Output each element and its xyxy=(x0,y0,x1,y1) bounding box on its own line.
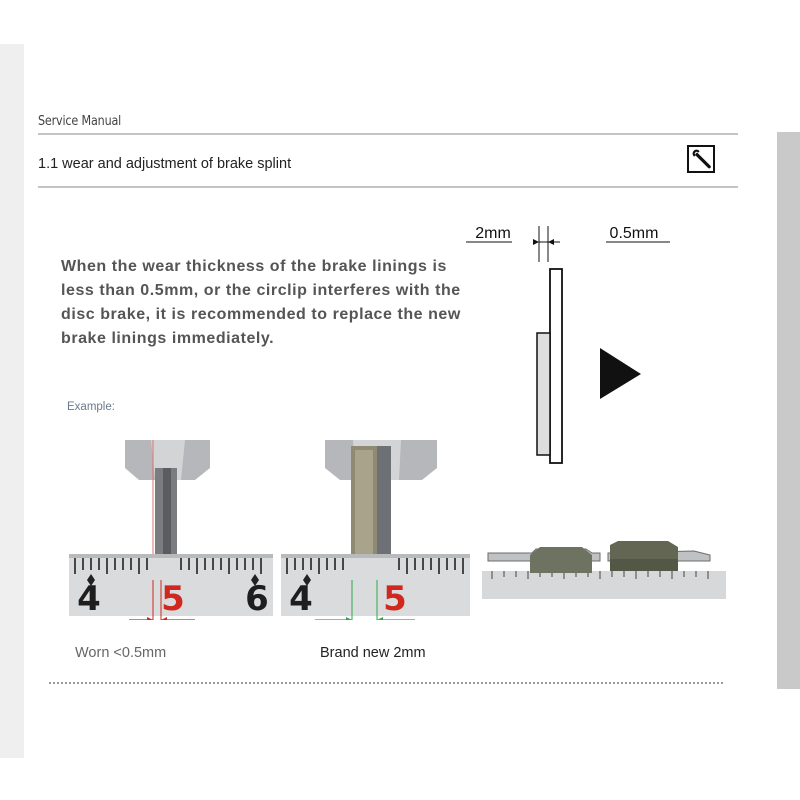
label-2mm: 2mm xyxy=(475,225,511,242)
new-caption: Brand new 2mm xyxy=(320,645,426,661)
section-divider xyxy=(38,186,738,188)
right-margin-bar xyxy=(777,132,800,689)
worn-pad-photo xyxy=(69,440,273,620)
left-pad-drawing xyxy=(537,269,562,463)
wrench-icon xyxy=(687,145,715,173)
header-divider xyxy=(38,133,738,135)
ruler-number-5: 5 xyxy=(161,579,185,619)
thickness-diagram xyxy=(460,214,670,470)
pads-comparison-photo xyxy=(482,535,726,600)
new-pad-photo xyxy=(281,440,470,620)
manual-header-title: Service Manual xyxy=(38,114,122,129)
ruler-number-4: 4 xyxy=(77,579,101,619)
section-title: 1.1 wear and adjustment of brake splint xyxy=(38,156,292,172)
wear-description: When the wear thickness of the brake linings is less than 0.5mm, or the circlip interferes with the disc brake, it is recommended to replace the new brake linings immediately. xyxy=(61,258,461,347)
worn-caption: Worn <0.5mm xyxy=(75,645,167,661)
triangle-right-icon xyxy=(600,348,641,399)
ruler-number-6: 6 xyxy=(245,579,269,619)
left-margin-strip xyxy=(0,44,24,758)
example-label: Example: xyxy=(67,401,115,413)
bottom-dotted-divider xyxy=(49,682,723,684)
ruler-number-4: 4 xyxy=(289,579,313,619)
ruler-number-5: 5 xyxy=(383,579,407,619)
label-05mm: 0.5mm xyxy=(609,225,659,242)
